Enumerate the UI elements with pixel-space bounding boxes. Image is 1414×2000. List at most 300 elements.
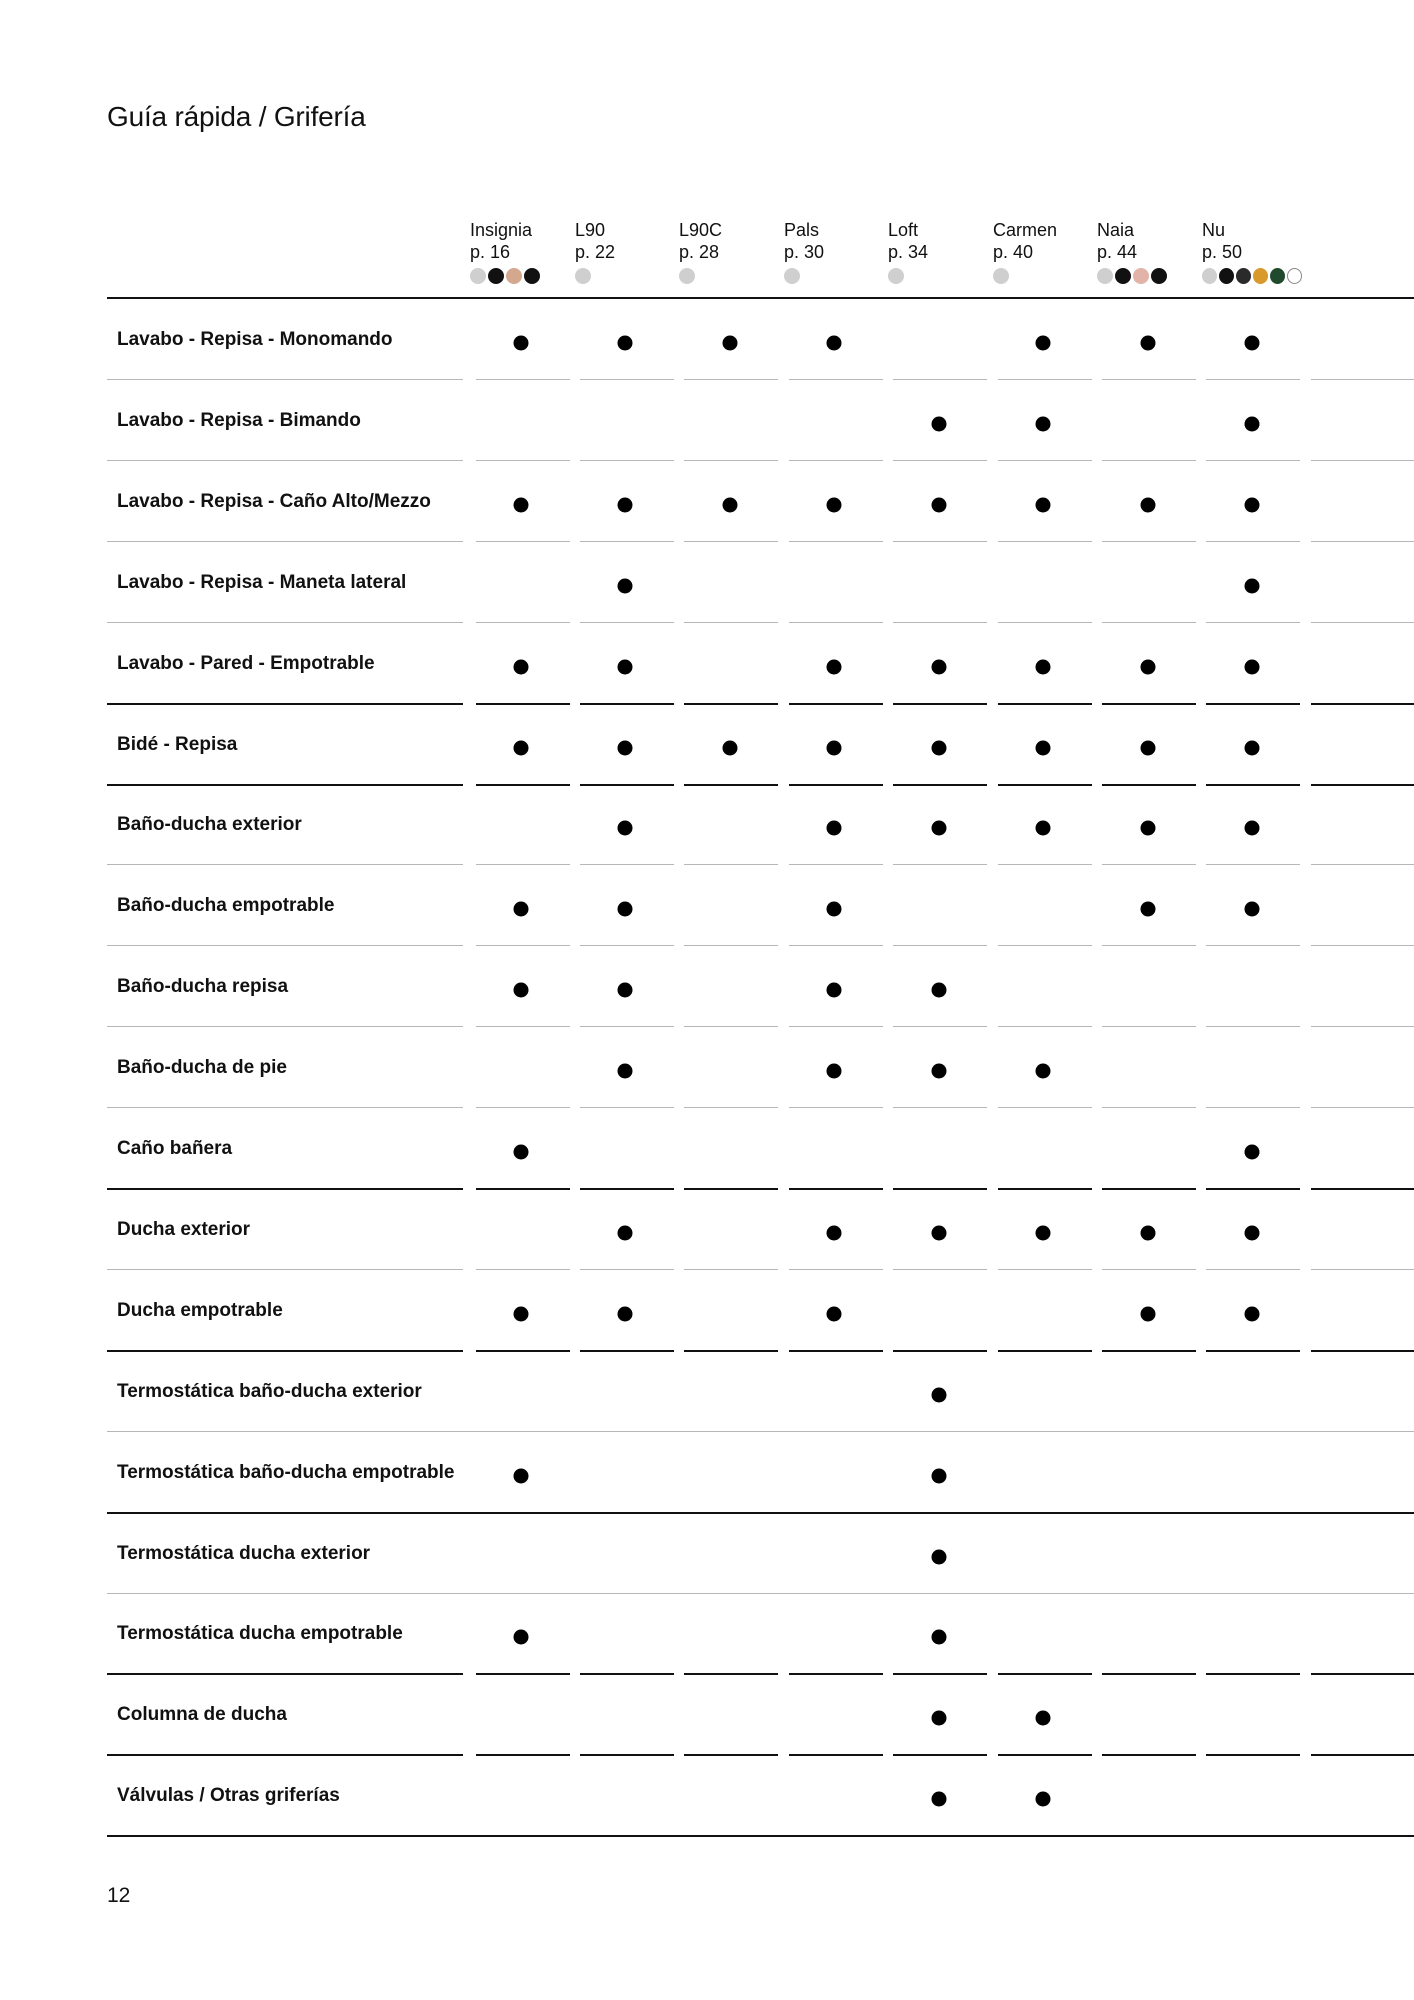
column-header [1097, 219, 1197, 284]
row-separator [107, 1269, 463, 1270]
availability-dot [618, 821, 633, 836]
availability-dot [1036, 1711, 1051, 1726]
availability-dot [932, 416, 947, 431]
availability-dot [932, 1549, 947, 1564]
row-label: Válvulas / Otras griferías [117, 1785, 340, 1807]
row-separator-segment [1206, 945, 1300, 946]
row-separator [107, 945, 463, 946]
row-separator-segment [1206, 379, 1300, 380]
row-separator [107, 864, 463, 865]
availability-dot [1141, 1306, 1156, 1321]
row-separator-segment [1206, 1350, 1300, 1352]
row-label: Lavabo - Repisa - Monomando [117, 329, 393, 350]
availability-dot [827, 1225, 842, 1240]
row-label: Lavabo - Repisa - Caño Alto/Mezzo [117, 490, 431, 512]
row-separator-segment [893, 945, 987, 946]
column-page: p. 30 [784, 242, 825, 262]
finish-swatch [679, 268, 695, 284]
row-separator-segment [893, 622, 987, 623]
row-separator-segment [1206, 1754, 1300, 1756]
row-separator-segment [893, 1673, 987, 1675]
row-separator-segment [580, 1107, 674, 1108]
row-separator [107, 460, 463, 461]
row-separator-segment [789, 1188, 883, 1190]
availability-dot [932, 659, 947, 674]
column-header [575, 219, 675, 284]
availability-dot [1036, 1225, 1051, 1240]
finish-swatch [488, 268, 504, 284]
row-separator-segment [684, 1026, 778, 1027]
row-label: Termostática baño-ducha exterior [117, 1380, 422, 1402]
row-separator-segment [1102, 541, 1196, 542]
column-page: p. 44 [1097, 242, 1138, 262]
row-separator-segment [1311, 784, 1414, 786]
availability-dot [514, 902, 529, 917]
finish-swatch [524, 268, 540, 284]
row-separator-segment [789, 1754, 883, 1756]
row-separator [107, 1188, 463, 1190]
row-separator-segment [1311, 864, 1414, 865]
row-label: Baño-ducha empotrable [117, 895, 335, 917]
finish-swatch [1151, 268, 1167, 284]
availability-dot [1245, 821, 1260, 836]
column-page: p. 28 [679, 242, 720, 262]
row-separator-segment [998, 1754, 1092, 1756]
availability-dot [723, 740, 738, 755]
row-separator-segment [684, 379, 778, 380]
availability-dot [514, 497, 529, 512]
row-separator-segment [789, 379, 883, 380]
row-separator-segment [476, 1269, 570, 1270]
availability-dot [1141, 659, 1156, 674]
availability-dot [1141, 336, 1156, 351]
finish-swatches [1097, 268, 1197, 284]
row-separator-segment [1102, 864, 1196, 865]
availability-dot [514, 659, 529, 674]
column-page: p. 34 [888, 242, 929, 262]
row-separator-segment [1311, 1269, 1414, 1270]
availability-dot [618, 336, 633, 351]
availability-dot [618, 1225, 633, 1240]
row-separator-segment [580, 1673, 674, 1675]
row-separator [107, 1431, 1414, 1432]
row-separator-segment [580, 622, 674, 623]
availability-dot [827, 983, 842, 998]
column-name: Nu [1202, 220, 1226, 240]
availability-dot [1141, 740, 1156, 755]
row-separator-segment [789, 622, 883, 623]
column-header [1202, 219, 1302, 284]
availability-dot [618, 740, 633, 755]
row-separator-segment [476, 1350, 570, 1352]
availability-dot [618, 1064, 633, 1079]
row-separator-segment [998, 1269, 1092, 1270]
header-rule [107, 297, 1414, 299]
row-separator-segment [476, 945, 570, 946]
row-separator [107, 1835, 1414, 1837]
availability-dot [932, 1225, 947, 1240]
row-separator-segment [1311, 945, 1414, 946]
row-separator-segment [998, 1026, 1092, 1027]
row-separator-segment [684, 1269, 778, 1270]
row-label: Lavabo - Pared - Empotrable [117, 652, 375, 674]
row-separator-segment [1311, 1026, 1414, 1027]
availability-dot [1036, 1792, 1051, 1807]
row-separator-segment [998, 864, 1092, 865]
row-label: Caño bañera [117, 1138, 233, 1159]
row-separator-segment [998, 784, 1092, 786]
availability-dot [932, 740, 947, 755]
row-separator-segment [1311, 460, 1414, 461]
row-separator-segment [1311, 1673, 1414, 1675]
row-separator [107, 703, 463, 705]
availability-dot [723, 336, 738, 351]
availability-dot [1245, 578, 1260, 593]
row-separator-segment [1206, 864, 1300, 865]
row-separator-segment [580, 784, 674, 786]
row-separator-segment [580, 460, 674, 461]
row-separator-segment [998, 379, 1092, 380]
availability-dot [1245, 1145, 1260, 1160]
row-separator-segment [684, 1350, 778, 1352]
row-separator-segment [893, 1754, 987, 1756]
row-separator-segment [1311, 622, 1414, 623]
row-separator-segment [684, 864, 778, 865]
row-separator-segment [684, 1188, 778, 1190]
finish-swatches [888, 268, 988, 284]
availability-dot [1036, 821, 1051, 836]
row-separator-segment [893, 1269, 987, 1270]
availability-dot [618, 497, 633, 512]
finish-swatch [1219, 268, 1234, 284]
finish-swatches [575, 268, 675, 284]
row-separator-segment [998, 541, 1092, 542]
column-name: Loft [888, 220, 919, 240]
row-separator [107, 622, 463, 623]
row-separator-segment [476, 1754, 570, 1756]
row-separator [107, 1350, 463, 1352]
availability-dot [932, 1711, 947, 1726]
availability-dot [1036, 497, 1051, 512]
row-separator-segment [1206, 541, 1300, 542]
availability-dot [1245, 336, 1260, 351]
availability-dot [827, 336, 842, 351]
row-separator-segment [476, 1107, 570, 1108]
row-separator-segment [998, 703, 1092, 705]
row-separator-segment [893, 1350, 987, 1352]
row-separator-segment [1206, 1673, 1300, 1675]
row-separator-segment [893, 1107, 987, 1108]
row-separator-segment [580, 864, 674, 865]
availability-dot [514, 1145, 529, 1160]
row-separator-segment [1102, 622, 1196, 623]
row-separator-segment [998, 1673, 1092, 1675]
availability-dot [932, 497, 947, 512]
row-separator [107, 1593, 1414, 1594]
row-separator-segment [476, 784, 570, 786]
row-separator-segment [1206, 784, 1300, 786]
row-separator-segment [1102, 1269, 1196, 1270]
availability-dot [1141, 902, 1156, 917]
row-separator-segment [684, 784, 778, 786]
row-separator [107, 784, 463, 786]
finish-swatch [1115, 268, 1131, 284]
finish-swatch [1097, 268, 1113, 284]
row-separator-segment [1206, 1107, 1300, 1108]
row-separator [107, 1107, 463, 1108]
row-separator-segment [998, 1350, 1092, 1352]
row-separator-segment [476, 541, 570, 542]
finish-swatch [1253, 268, 1268, 284]
row-separator-segment [1102, 703, 1196, 705]
row-separator-segment [789, 1026, 883, 1027]
row-separator-segment [476, 1026, 570, 1027]
row-separator-segment [1102, 1754, 1196, 1756]
finish-swatch [993, 268, 1009, 284]
row-separator-segment [998, 945, 1092, 946]
column-name: L90 [575, 220, 606, 240]
finish-swatch [506, 268, 522, 284]
availability-dot [827, 497, 842, 512]
column-header [784, 219, 884, 284]
row-separator-segment [1206, 622, 1300, 623]
row-separator-segment [580, 541, 674, 542]
row-separator [107, 379, 463, 380]
row-separator-segment [1102, 379, 1196, 380]
row-separator-segment [476, 864, 570, 865]
finish-swatch [1287, 268, 1302, 284]
availability-dot [932, 1792, 947, 1807]
row-separator-segment [1311, 541, 1414, 542]
availability-dot [1141, 497, 1156, 512]
availability-dot [514, 336, 529, 351]
row-label: Lavabo - Repisa - Maneta lateral [117, 571, 407, 593]
row-separator-segment [580, 379, 674, 380]
row-label: Baño-ducha exterior [117, 814, 302, 836]
row-separator-segment [684, 1754, 778, 1756]
row-label: Columna de ducha [117, 1704, 287, 1726]
row-separator-segment [1311, 1350, 1414, 1352]
column-header [888, 219, 988, 284]
column-name: Pals [784, 220, 820, 240]
row-separator-segment [1206, 703, 1300, 705]
row-separator-segment [789, 1673, 883, 1675]
finish-swatches [679, 268, 779, 284]
availability-dot [618, 578, 633, 593]
finish-swatch [784, 268, 800, 284]
row-separator-segment [1311, 703, 1414, 705]
row-separator-segment [893, 460, 987, 461]
availability-dot [1036, 1064, 1051, 1079]
column-page: p. 22 [575, 242, 616, 262]
row-separator-segment [684, 703, 778, 705]
availability-dot [1245, 902, 1260, 917]
row-separator-segment [1102, 784, 1196, 786]
row-separator-segment [893, 541, 987, 542]
row-separator-segment [684, 622, 778, 623]
row-separator-segment [684, 460, 778, 461]
finish-swatches [1202, 268, 1302, 284]
column-page: p. 16 [470, 242, 511, 262]
availability-dot [1141, 821, 1156, 836]
row-separator-segment [1206, 1269, 1300, 1270]
row-separator-segment [998, 1107, 1092, 1108]
availability-dot [1036, 416, 1051, 431]
row-separator-segment [476, 622, 570, 623]
column-page: p. 50 [1202, 242, 1243, 262]
row-separator-segment [684, 1673, 778, 1675]
row-separator-segment [580, 1754, 674, 1756]
availability-dot [723, 497, 738, 512]
row-separator-segment [789, 945, 883, 946]
row-separator-segment [1102, 1107, 1196, 1108]
row-label: Lavabo - Repisa - Bimando [117, 409, 361, 431]
availability-dot [1245, 1306, 1260, 1321]
row-separator-segment [1102, 460, 1196, 461]
row-separator [107, 1512, 1414, 1514]
availability-dot [1245, 497, 1260, 512]
finish-swatch [470, 268, 486, 284]
finish-swatch [1133, 268, 1149, 284]
row-separator-segment [476, 1673, 570, 1675]
row-separator-segment [476, 460, 570, 461]
row-separator-segment [998, 622, 1092, 623]
row-label: Ducha empotrable [117, 1299, 283, 1321]
row-separator-segment [1102, 1673, 1196, 1675]
row-separator-segment [1206, 1188, 1300, 1190]
row-separator-segment [789, 864, 883, 865]
row-separator-segment [789, 460, 883, 461]
finish-swatches [993, 268, 1093, 284]
page-number: 12 [107, 1884, 131, 1907]
row-separator-segment [580, 1350, 674, 1352]
row-separator [107, 1754, 463, 1756]
row-separator-segment [1311, 1754, 1414, 1756]
column-header [993, 219, 1093, 284]
row-separator-segment [893, 864, 987, 865]
page-title: Guía rápida / Grifería [107, 101, 366, 132]
column-name: Carmen [993, 220, 1058, 240]
availability-dot [514, 740, 529, 755]
row-separator [107, 541, 463, 542]
row-separator-segment [580, 1269, 674, 1270]
row-separator-segment [998, 1188, 1092, 1190]
row-separator-segment [789, 1269, 883, 1270]
row-separator [107, 1026, 463, 1027]
availability-dot [827, 902, 842, 917]
availability-dot [827, 659, 842, 674]
availability-dot [932, 821, 947, 836]
row-separator-segment [893, 703, 987, 705]
availability-dot [618, 902, 633, 917]
finish-swatches [470, 268, 570, 284]
column-name: Naia [1097, 220, 1135, 240]
row-separator-segment [476, 379, 570, 380]
row-label: Termostática baño-ducha empotrable [117, 1461, 455, 1483]
availability-dot [1245, 416, 1260, 431]
finish-swatch [1236, 268, 1251, 284]
availability-dot [618, 983, 633, 998]
row-separator-segment [1102, 1026, 1196, 1027]
row-label: Termostática ducha empotrable [117, 1623, 403, 1645]
row-separator-segment [684, 945, 778, 946]
row-separator-segment [684, 541, 778, 542]
row-separator-segment [1311, 1107, 1414, 1108]
availability-dot [932, 1468, 947, 1483]
availability-dot [932, 1630, 947, 1645]
row-label: Baño-ducha repisa [117, 976, 289, 998]
row-separator-segment [580, 1188, 674, 1190]
row-separator-segment [893, 784, 987, 786]
availability-dot [827, 740, 842, 755]
row-separator-segment [1102, 1188, 1196, 1190]
availability-dot [514, 1306, 529, 1321]
availability-dot [618, 659, 633, 674]
row-separator [107, 1673, 463, 1675]
finish-swatch [575, 268, 591, 284]
row-separator-segment [580, 945, 674, 946]
row-separator-segment [476, 703, 570, 705]
row-label: Ducha exterior [117, 1218, 251, 1240]
row-separator-segment [789, 1107, 883, 1108]
row-label: Termostática ducha exterior [117, 1542, 371, 1564]
row-separator-segment [1102, 945, 1196, 946]
row-separator-segment [789, 703, 883, 705]
availability-dot [1036, 659, 1051, 674]
row-separator-segment [893, 1188, 987, 1190]
availability-dot [827, 1306, 842, 1321]
row-separator-segment [1311, 1188, 1414, 1190]
availability-dot [932, 1064, 947, 1079]
availability-dot [1245, 659, 1260, 674]
column-name: Insignia [470, 220, 533, 240]
availability-dot [618, 1306, 633, 1321]
availability-dot [1245, 1225, 1260, 1240]
row-label: Bidé - Repisa [117, 733, 238, 755]
availability-dot [1036, 336, 1051, 351]
availability-dot [827, 821, 842, 836]
row-separator-segment [476, 1188, 570, 1190]
row-separator-segment [1102, 1350, 1196, 1352]
column-page: p. 40 [993, 242, 1034, 262]
availability-dot [514, 1630, 529, 1645]
column-name: L90C [679, 220, 723, 240]
availability-dot [932, 1387, 947, 1402]
row-label: Baño-ducha de pie [117, 1057, 287, 1079]
row-separator-segment [1206, 1026, 1300, 1027]
availability-dot [1141, 1225, 1156, 1240]
availability-dot [514, 1468, 529, 1483]
row-separator-segment [893, 379, 987, 380]
availability-dot [1036, 740, 1051, 755]
availability-dot [932, 983, 947, 998]
column-header [679, 219, 779, 284]
finish-swatch [1270, 268, 1285, 284]
availability-dot [827, 1064, 842, 1079]
finish-swatches [784, 268, 884, 284]
row-separator-segment [789, 541, 883, 542]
availability-dot [514, 983, 529, 998]
row-separator-segment [580, 1026, 674, 1027]
row-separator-segment [789, 784, 883, 786]
row-separator-segment [998, 460, 1092, 461]
row-separator-segment [789, 1350, 883, 1352]
availability-dot [1245, 740, 1260, 755]
row-separator-segment [684, 1107, 778, 1108]
finish-swatch [1202, 268, 1217, 284]
row-separator-segment [1311, 379, 1414, 380]
finish-swatch [888, 268, 904, 284]
